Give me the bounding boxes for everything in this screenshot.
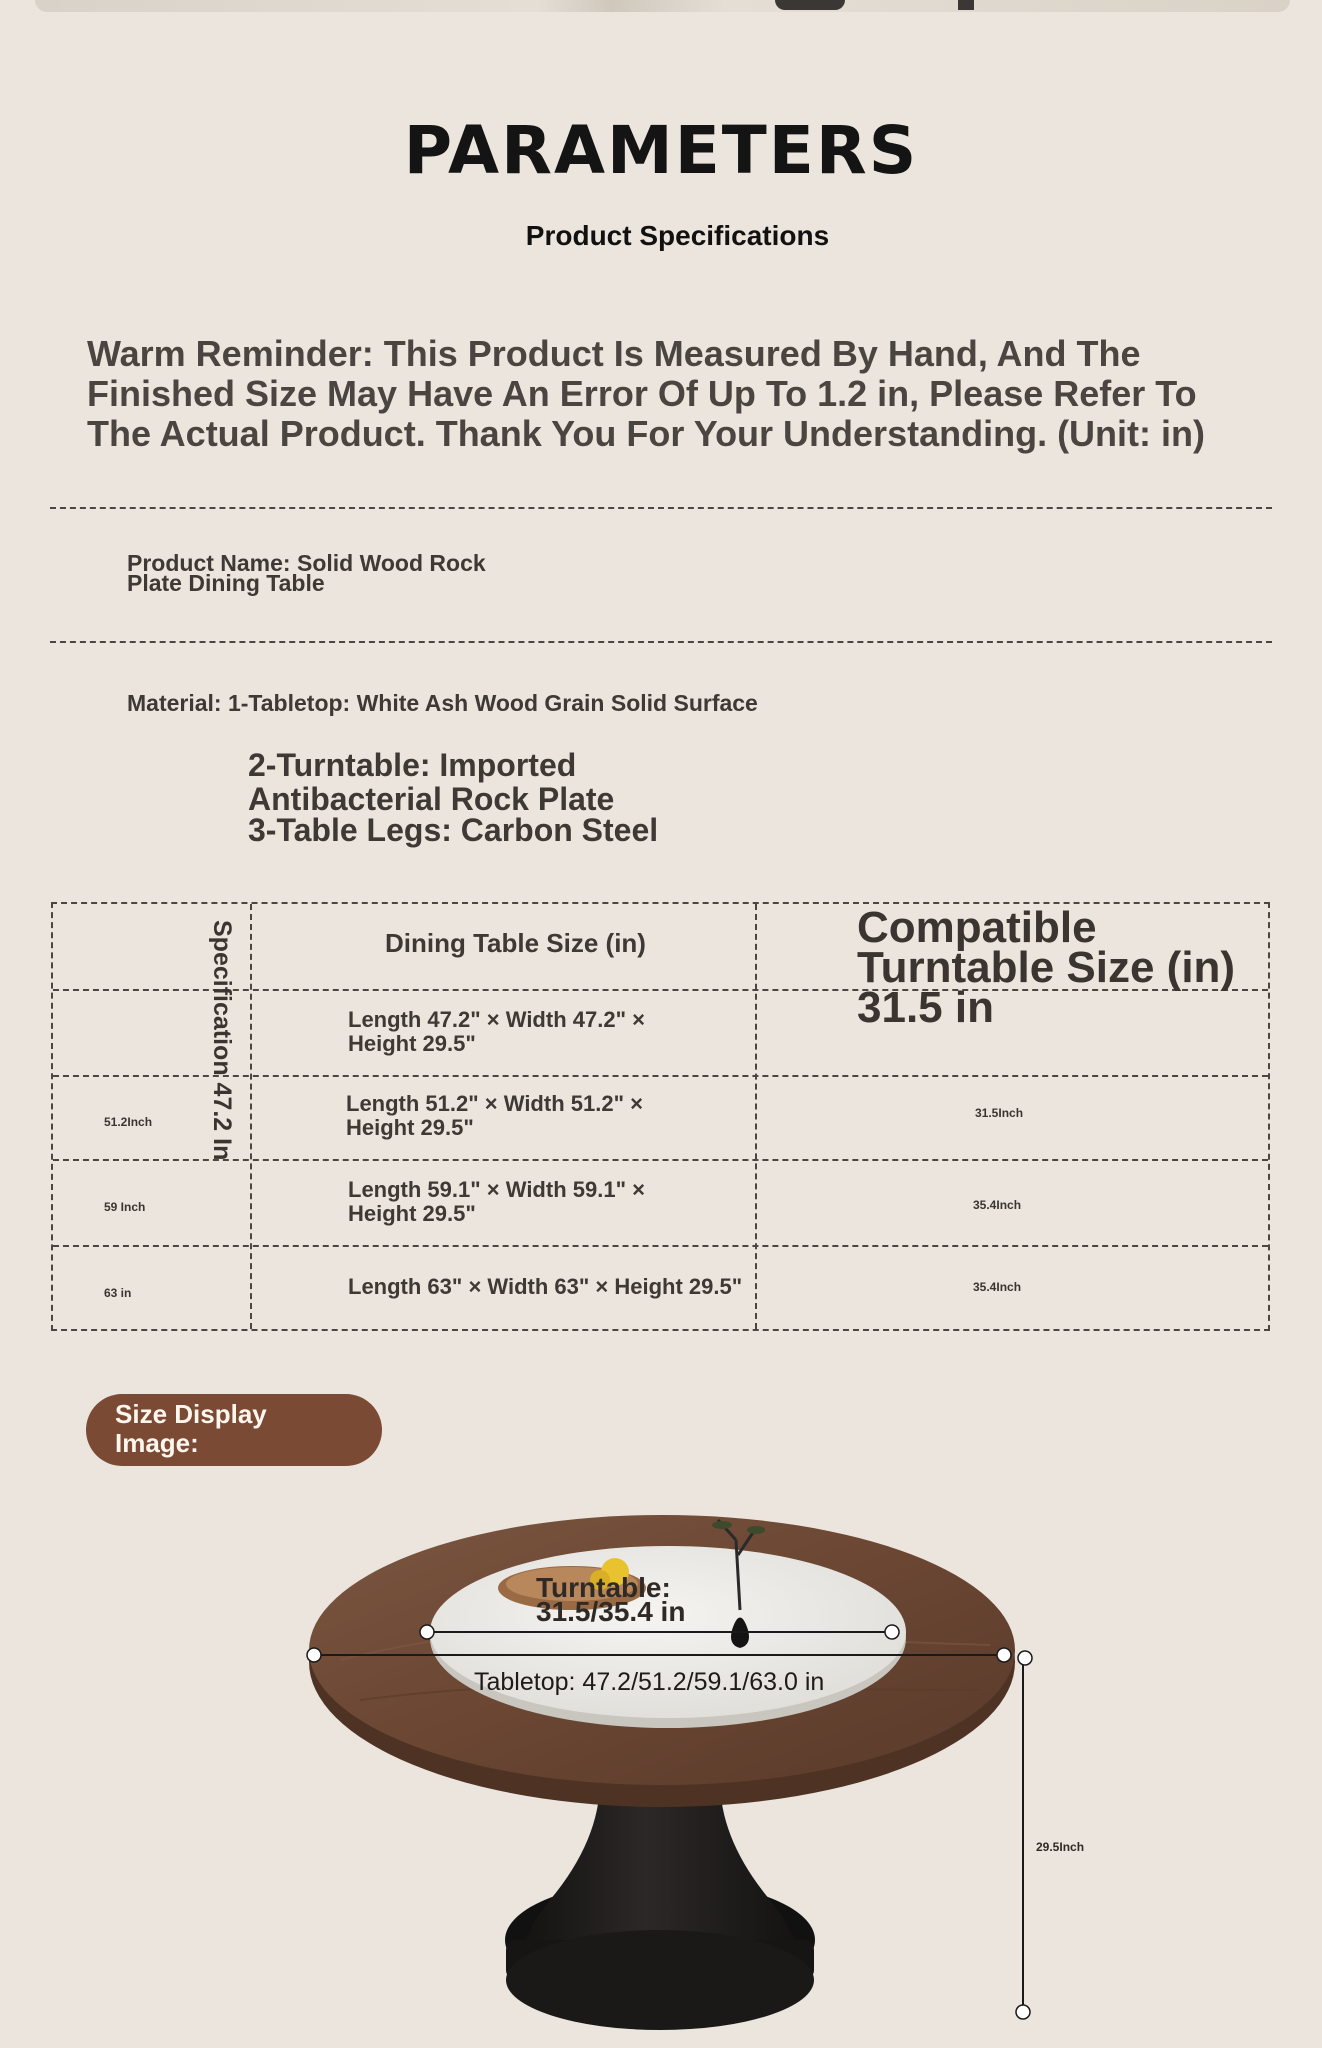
table-divider xyxy=(53,1245,1268,1247)
table-divider xyxy=(755,904,757,1329)
photo-edge-shape xyxy=(958,0,974,10)
turntable-dimension-label: Turntable: 31.5/35.4 in xyxy=(536,1572,686,1627)
photo-edge-shape xyxy=(775,0,845,10)
table-row-spec: 59 Inch xyxy=(104,1200,146,1214)
table-row-spec: 63 in xyxy=(104,1286,132,1300)
material-line-2: 2-Turntable: Imported Antibacterial Rock Plate xyxy=(248,747,615,817)
page-subtitle: Product Specifications xyxy=(525,220,830,251)
material-line-1: Material: 1-Tabletop: White Ash Wood Grain Solid Surface xyxy=(127,690,758,716)
table-row-turntable: 31.5Inch xyxy=(975,1106,1024,1120)
table-header-spec: Specification 47.2 In xyxy=(208,920,236,1161)
table-header-turntable: Compatible Turntable Size (in) 31.5 in xyxy=(857,903,1236,1032)
height-dimension-label: 29.5Inch xyxy=(1036,1840,1085,1854)
page-title: PARAMETERS xyxy=(403,112,919,189)
top-photo-strip xyxy=(35,0,1290,12)
divider xyxy=(50,641,1272,643)
table-base xyxy=(505,1780,815,2030)
table-row-turntable: 35.4Inch xyxy=(973,1198,1022,1212)
material-line-3: 3-Table Legs: Carbon Steel xyxy=(248,812,659,848)
table-row-turntable: 35.4Inch xyxy=(973,1280,1022,1294)
table-row-size: Length 63" × Width 63" × Height 29.5" xyxy=(348,1274,743,1299)
table-header-size: Dining Table Size (in) xyxy=(385,928,646,958)
warm-reminder-text: Warm Reminder: This Product Is Measured By Hand, And The Finished Size May Have An Error Of Up To 1.2 in, Please Refer To The Actual Product. Thank You For Your Understanding. (Unit: in) xyxy=(87,333,1206,454)
product-name: Product Name: Solid Wood Rock Plate Dining Table xyxy=(127,550,486,596)
table-row-size: Length 47.2" × Width 47.2" × Height 29.5" xyxy=(348,1007,645,1056)
tabletop-dimension-label: Tabletop: 47.2/51.2/59.1/63.0 in xyxy=(474,1668,825,1696)
table-row-spec: 51.2Inch xyxy=(104,1115,153,1129)
table-row-size: Length 51.2" × Width 51.2" × Height 29.5" xyxy=(346,1091,643,1140)
size-display-label: Size Display Image: xyxy=(115,1399,267,1458)
table-row-size: Length 59.1" × Width 59.1" × Height 29.5" xyxy=(348,1177,645,1226)
table-divider xyxy=(250,904,252,1329)
divider xyxy=(50,507,1272,509)
